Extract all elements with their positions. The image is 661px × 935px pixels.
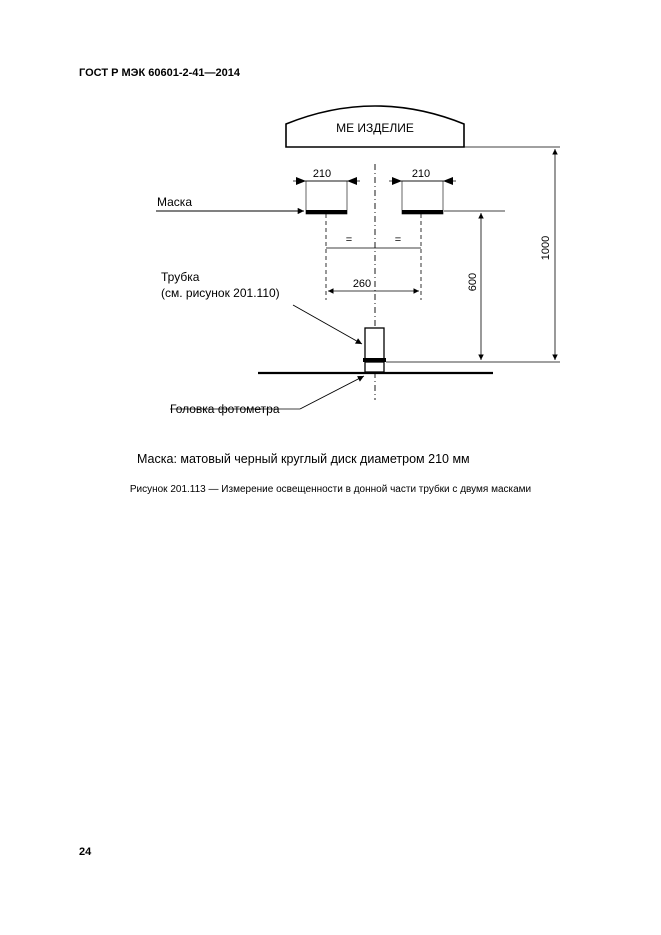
mask-right-arrow-l [392, 177, 402, 185]
document-header: ГОСТ Р МЭК 60601-2-41—2014 [79, 67, 240, 79]
mask-left-box [306, 181, 347, 214]
tube-body [365, 328, 384, 360]
mask-left-bar [306, 210, 347, 214]
page-number: 24 [79, 846, 92, 858]
photometer-head [365, 362, 384, 372]
mask-right-arrow-r [443, 177, 453, 185]
equal-right: = [394, 234, 402, 246]
mask-label: Маска [157, 195, 192, 209]
mask-left-width: 210 [312, 168, 332, 180]
mask-right-bar [402, 210, 443, 214]
mask-right-width: 210 [411, 168, 431, 180]
dim-1000-value: 1000 [540, 235, 552, 261]
tube-label-2: (см. рисунок 201.110) [161, 286, 280, 300]
photometer-label: Головка фотометра [170, 402, 280, 416]
figure-caption: Рисунок 201.113 — Измерение освещенности в донной части трубки с двумя масками [129, 484, 532, 495]
photometer-pointer [300, 376, 364, 409]
mask-left-arrow-r [347, 177, 357, 185]
spacing-value: 260 [352, 278, 372, 290]
figure-note: Маска: матовый черный круглый диск диаметром 210 мм [137, 452, 470, 466]
dim-600-value: 600 [467, 272, 479, 292]
tube-label-1: Трубка [161, 270, 200, 284]
me-device-label: МЕ ИЗДЕЛИЕ [336, 121, 414, 135]
equal-left: = [345, 234, 353, 246]
mask-left-arrow-l [296, 177, 306, 185]
tube-pointer [293, 305, 362, 344]
mask-right-box [402, 181, 443, 214]
